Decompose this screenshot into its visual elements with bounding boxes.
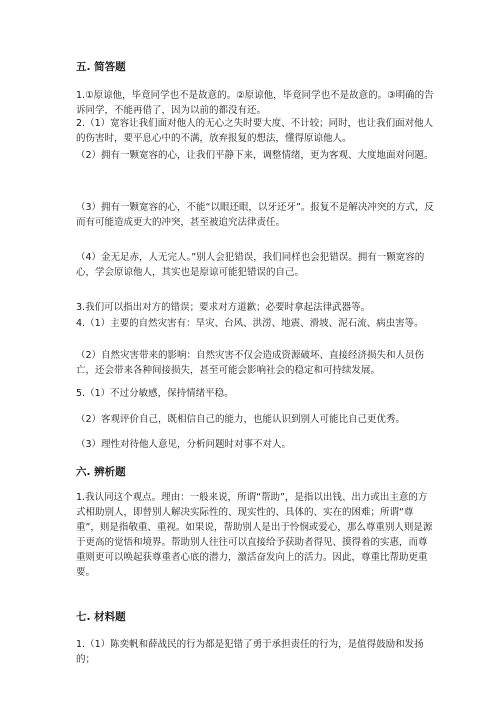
- answer-paragraph: 3.我们可以指出对方的错误；要求对方道歉；必要时拿起法律武器等。: [76, 302, 371, 313]
- answer-paragraph: （3）理性对待他人意见，分析问题时对事不对人。: [76, 439, 292, 450]
- answer-paragraph: 1.我认同这个观点。理由：一般来说，所谓“帮助”，是指以出钱、出力或出主意的方式相助别人，即替别人解决实际性的、现实性的、具体的、实在的困难；所谓“尊重”，则是指敬重、重视。如果说，帮助别人是出于怜悯或爱心，那么尊重别人则是源于更高的觉悟和境界。帮助别人往往可以直接给予获助者得见、摸得着的实惠，而尊重则更可以唤起获尊重者心底的潜力，激活奋发向上的活力。因此，尊重比帮助更重要。: [76, 492, 433, 578]
- answer-paragraph: 4.（1）主要的自然灾害有：旱灾、台风、洪涝、地震、滑坡、泥石流、病虫害等。: [76, 318, 424, 329]
- answer-paragraph: 5.（1）不过分敏感，保持情绪平稳。: [76, 388, 234, 399]
- answer-paragraph: （2）拥有一颗宽容的心，让我们平静下来，调整情绪，更为客观、大度地面对问题。: [76, 150, 434, 161]
- answer-paragraph: 2.（1）宽容让我们面对他人的无心之失时要大度、不计较；同时，也让我们面对他人的伤害时，要平息心中的不满，放弃报复的想法，懂得原谅他人。: [76, 118, 434, 144]
- answer-paragraph: （4）金无足赤，人无完人。”别人会犯错误，我们同样也会犯错误。拥有一颗宽容的心，学会原谅他人，其实也是原谅可能犯错误的自己。: [76, 252, 425, 278]
- section-heading-short-answer: 五. 简答题: [76, 61, 126, 73]
- answer-paragraph: （2）自然灾害带来的影响：自然灾害不仅会造成资源破坏、直接经济损失和人员伤亡，还会带来各种间接损失，甚至可能会影响社会的稳定和可持续发展。: [76, 350, 425, 376]
- answer-paragraph: 1.（1）陈奕帆和薛战民的行为都是犯错了勇于承担责任的行为，是值得鼓励和发扬的；: [76, 639, 424, 665]
- answer-paragraph: 1.①原谅他，毕竟同学也不是故意的。②原谅他，毕竟同学也不是故意的。③明确的告诉同学，不能再借了，因为以前的都没有还。: [76, 90, 434, 116]
- section-heading-material: 七. 材料题: [76, 611, 126, 623]
- answer-paragraph: （2）客观评价自己，既相信自己的能力，也能认识到别人可能比自己更优秀。: [76, 414, 406, 425]
- section-heading-analysis: 六. 辨析题: [76, 466, 126, 478]
- answer-paragraph: （3）拥有一颗宽容的心，不能“以眼还眼，以牙还牙”。报复不是解决冲突的方式，反而有可能造成更大的冲突，甚至被追究法律责任。: [76, 202, 434, 228]
